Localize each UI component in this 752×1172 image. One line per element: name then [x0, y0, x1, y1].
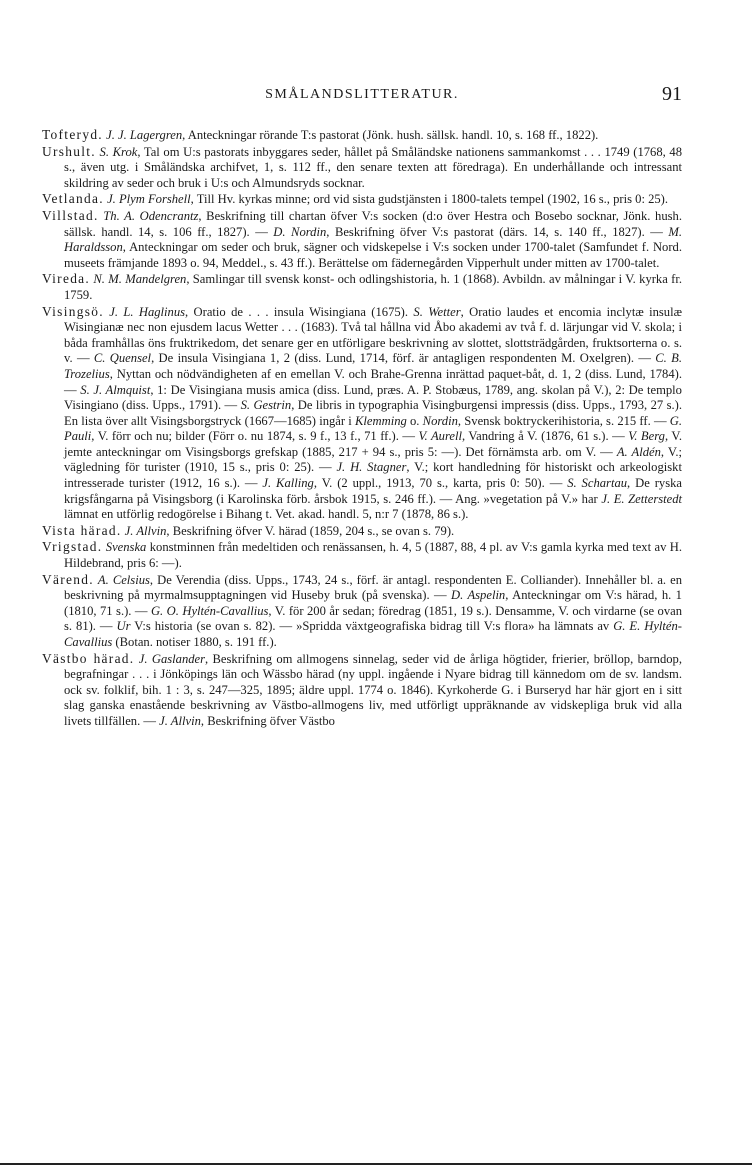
- author-name: S. Wetter: [413, 304, 461, 319]
- running-title: SMÅLANDSLITTERATUR.: [265, 87, 459, 102]
- entry-place-name: Vrigstad.: [42, 539, 103, 555]
- author-name: J. Kalling: [262, 476, 314, 491]
- entry-text: , Anteckningar om seder och bruk, sägner och vidskepelse i V:s socken under 1700-talet (Samfundet f. Nord. museets främjande 1893 o. 94, Meddel., s. 43 ff.). Berättelse om fädernegården Vipperhult under mitten av 1700-talet.: [64, 240, 682, 270]
- author-name: A. Celsius: [97, 572, 150, 587]
- entry-text: lämnat en utförlig redogörelse i Bihang t. Vet. akad. handl. 5, n:r 7 (1878, 86 s.).: [64, 507, 469, 522]
- author-name: S. Gestrin: [240, 398, 292, 413]
- bottom-rule: [0, 1163, 752, 1165]
- author-name: D. Aspelin: [451, 588, 506, 603]
- bibliography-list: [42, 127, 682, 730]
- entry-place-name: Värend.: [42, 571, 94, 587]
- author-name: J. E. Zetterstedt: [601, 491, 682, 506]
- entry-text: , Nyttan och nödvändigheten af en emellan V. och Brahe-Grenna inrättad paquet-båt, d. 1, 2 (diss. Lund, 1784). —: [64, 366, 682, 397]
- entry-text: , V.; kort handledning för historiskt och arkeologiskt intresserade turister (1912, 16 s.). —: [64, 460, 682, 491]
- author-name: J. L. Haglinus: [109, 304, 186, 319]
- bibliography-entry: [42, 651, 682, 730]
- entry-place-name: Vista härad.: [42, 522, 122, 538]
- author-name: S. Schartau: [567, 476, 628, 491]
- author-name: S. J. Almquist: [80, 382, 151, 397]
- entry-place-name: Västbo härad.: [42, 650, 135, 666]
- bibliography-entry: [42, 572, 682, 651]
- author-name: S. Krok: [99, 144, 138, 159]
- page-number: 91: [662, 83, 682, 105]
- bibliography-entry: [42, 271, 682, 303]
- entry-text: konstminnen från medeltiden och renässansen, h. 4, 5 (1887, 88, 4 pl. av V:s gamla kyrka med text av H. Hildebrand, pris 6: —).: [64, 540, 682, 571]
- entry-place-name: Villstad.: [42, 207, 99, 223]
- author-name: J. Gaslander: [138, 651, 206, 666]
- author-name: Ur: [116, 619, 131, 634]
- bibliography-entry: [42, 539, 682, 571]
- entry-text: , Anteckningar om V:s härad, h. 1 (1810, 71 s.). —: [64, 588, 682, 618]
- entry-text: , 1: De Visingiana musis amica (diss. Lund, præs. A. P. Stobæus, 1789, ang. skolan på V.), 2: De templo Visingiano (diss. Upps., 1791). —: [64, 382, 682, 413]
- bibliography-entry: [42, 208, 682, 271]
- author-name: G. E. Hyltén-Cavallius: [64, 619, 682, 649]
- author-name: N. M. Mandelgren: [93, 272, 187, 287]
- entry-text: , Beskrifning öfver V. härad (1859, 204 s., se ovan s. 79).: [166, 523, 455, 538]
- author-name: Nordin: [422, 413, 458, 428]
- entry-text: , De Verendia (diss. Upps., 1743, 24 s., förf. är antagl. respondenten E. Colliander). Innehåller bl. a. en beskrivning på myrmalmsupptagningen vid Huseby bruk (på svenska). —: [64, 572, 682, 603]
- author-name: D. Nordin: [273, 224, 327, 239]
- entry-place-name: Visingsö.: [42, 303, 104, 319]
- author-name: Th. A. Odencrantz: [103, 208, 199, 223]
- entry-text: , V. förr och nu; bilder (Förr o. nu 1874, s. 9 f., 13 f., 71 ff.). —: [91, 429, 419, 444]
- entry-text: , Beskrifning öfver Västbo: [200, 713, 335, 728]
- author-name: J. J. Lagergren: [106, 128, 183, 142]
- bibliography-entry: [42, 523, 682, 540]
- author-name: M. Haraldsson: [64, 224, 682, 255]
- author-name: C. Quensel: [93, 351, 152, 366]
- entry-text: , Samlingar till svensk konst- och odlingshistoria, h. 1 (1868). Avbildn. av målningar i V. kyrka fr. 1759.: [64, 272, 682, 302]
- entry-text: , Till Hv. kyrkas minne; ord vid sista gudstjänsten i 1800-talets tempel (1902, 16 s., pris 0: 25).: [190, 192, 669, 207]
- author-name: J. Allvin: [124, 523, 167, 538]
- author-name: J. H. Stagner: [336, 460, 407, 475]
- author-name: C. B. Trozelius: [64, 351, 682, 381]
- author-name: G. Pauli: [64, 413, 682, 444]
- entry-text: , De libris in typographia Visingburgensi impressis (diss. Upps., 1793, 27 s.). En lista över allt Visingsborgstryck (1667—1685) ingår i: [64, 398, 683, 428]
- entry-text: , Svensk boktryckerihistoria, s. 215 ff. —: [457, 413, 670, 428]
- bibliography-entry: [42, 144, 682, 192]
- bibliography-entry: [42, 191, 682, 208]
- author-name: Svenska: [105, 540, 147, 555]
- author-name: J. Allvin: [159, 713, 201, 728]
- author-name: V. Aurell: [418, 429, 462, 444]
- entry-text: , V. för 200 år sedan; föredrag (1851, 19 s.). Densamme, V. och virdarne (se ovan s. 81). —: [64, 603, 683, 634]
- entry-text: o.: [406, 413, 423, 428]
- author-name: A. Aldén: [616, 444, 661, 459]
- entry-text: , V. (2 uppl., 1913, 70 s., karta, pris 0: 50). —: [313, 476, 568, 491]
- author-name: J. Plym Forshell: [107, 192, 191, 207]
- author-name: G. O. Hyltén-Cavallius: [150, 603, 269, 618]
- page-header: [42, 85, 682, 109]
- entry-text: , Oratio de . . . insula Wisingiana (1675).: [185, 304, 414, 319]
- entry-place-name: Vetlanda.: [42, 191, 104, 207]
- bibliography-entry: [42, 127, 682, 144]
- entry-text: , De insula Visingiana 1, 2 (diss. Lund, 1714, förf. är antagligen respondenten M. Oxelgren). —: [151, 351, 656, 366]
- entry-text: , Vandring å V. (1876, 61 s.). —: [461, 429, 629, 444]
- entry-text: , De ryska krigsfångarna på Visingsborg (i Karolinska förb. årsbok 1915, s. 246 ff.). — Ang. »vegetation på V.» har: [64, 476, 682, 506]
- entry-text: , V.; vägledning för turister (1910, 15 s., pris 0: 25). —: [64, 444, 682, 475]
- entry-text: V:s historia (se ovan s. 82). — »Spridda växtgeografiska bidrag till V:s flora» ha lämnats av: [130, 619, 614, 634]
- author-name: V. Berg: [628, 429, 665, 444]
- entry-text: , Beskrifning till chartan öfver V:s socken (d:o över Hestra och Bosebo socknar, Jönk. hush. sällsk. handl. 14, s. 106 ff., 1827). —: [64, 208, 682, 239]
- entry-text: (Botan. notiser 1880, s. 191 ff.).: [112, 635, 277, 649]
- entry-text: , Beskrifning öfver V:s pastorat (därs. 14, s. 140 ff., 1827). —: [326, 224, 669, 239]
- entry-text: , V. jemte anteckningar om Visingsborgs grefskap (1885, 217 + 94 s., pris 5: —). Det förnämsta arb. om V. —: [64, 429, 682, 459]
- author-name: Klemming: [355, 413, 407, 428]
- entry-text: , Anteckningar rörande T:s pastorat (Jönk. hush. sällsk. handl. 10, s. 168 ff., 1822).: [182, 128, 599, 142]
- entry-text: , Tal om U:s pastorats inbyggares seder, hållet på Småländske nationens sammankomst . . . 1749 (1768, 48 s., även utg. i Småländska archifvet, 1, s. 112 ff., den senare texten att föredraga). En underhållande och intressant skildring av seder och bruk i U:s och Almundsryds socknar.: [64, 144, 682, 190]
- entry-place-name: Vireda.: [42, 271, 91, 287]
- entry-text: , Beskrifning om allmogens sinnelag, seder vid de årliga högtider, frierier, bröllop, barndop, begrafningar . . . i Jönköpings län och Wässbo härad (ny uppl. ingående i Nyare bidrag till kännedom om de sv. landsm. ock sv. folklif, bih. 1 : 3, s. 247—325, 1895; äldre uppl. 1774 o. 1846). Kyrkoherde G. i Burseryd har här gjort en i sitt slag ganska enastående beskrivning av Västbo-allmogens liv, med utförligt uppräknande av vidskepliga bruk vid alla livets tillfällen. —: [64, 651, 682, 728]
- entry-text: , Oratio laudes et encomia inclytæ insulæ Wisingianæ nec non ejusdem lacus Wetter . . . (1683). Två tal hållna vid Åbo akademi av två f. d. lärjungar vid V. skola; i båda framhållas öns fruktrikedom, det senare ger en utförligare beskrivning av slottet, slottsträdgården, fruktsorterna o. s. v. —: [64, 304, 683, 366]
- entry-place-name: Tofteryd.: [42, 127, 103, 142]
- bibliography-entry: [42, 304, 682, 523]
- entry-place-name: Urshult.: [42, 143, 96, 159]
